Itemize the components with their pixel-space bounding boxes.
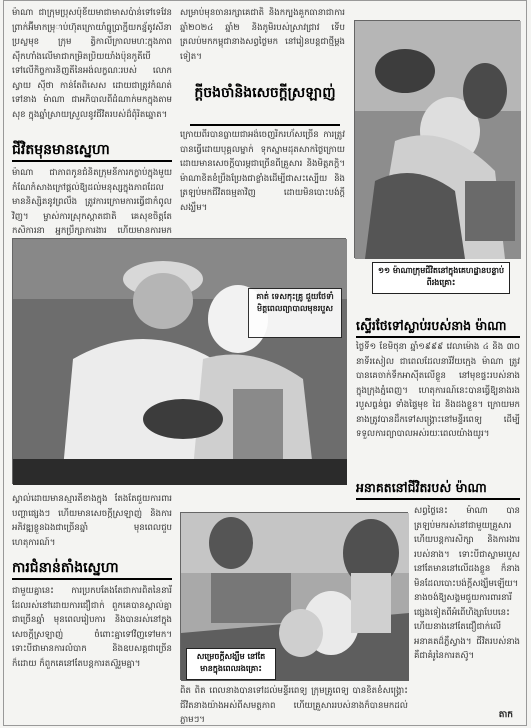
col3-bottom-paragraph: សព្វថ្ងៃនេះ ម៉ាណា បានត្រឡប់មករស់នៅជាមួយគ្រួសារ ហើយបន្តការសិក្សា និងការងាររបស់នាង។ ទោះបីជាស្នាមរបួសនៅតែមាននៅលើដងខ្លួន ក៏នាងមិនដែលបោះបង់ក្ដីសង្ឃឹមឡើយ។ នាងចង់ឱ្យសង្គមជួយការពារនារីផ្សេងទៀតពីអំពើហិង្សាបែបនេះ ហើយនាងនៅតែជឿជាក់លើអនាគតដ៏ភ្លឺស្វាង។ ជីវិតរបស់នាង គឺជាគំរូនៃការតស៊ូ។ (414, 506, 520, 661)
col2-bottom-paragraph: ពិត ពិត ពេលនាងបានទៅដល់មន្ទីរពេទ្យ ក្រុមគ្រូពេទ្យ បានខិតខំសង្គ្រោះជីវិតនាងយ៉ាងអស់ពីសមត្ថភាព ហើយគ្រួសាររបស់នាងក៏បានមកដល់ភ្លាមៗ។ (180, 686, 408, 725)
col2-top-paragraph: សម្រាប់មុនចានរក្សាគេជាតិ និងកក្បងគួកធានាជាការ ឆ្នាំ២០២៤ ឆ្នាំ២ និងភូមិរបស់ស្រាវជ្រាវ ទើបត្រលប់មកកម្ពុជានាងសព្វថ្ងៃមក នៅរៀនបន្តជាថ្មីម្ដងទៀត។ (180, 8, 345, 62)
col3-mid-paragraph: ថ្ងៃទី១ ខែមិថុនា ឆ្នាំ១៩៩៩ វេលាម៉ោង ៤ និង ៣០ នាទីរសៀល ជាពេលដែលនារីវ័យក្មេង ម៉ាណា ត្រូវបានគេចាក់ទឹកអាស៊ីតលើខ្លួន នៅមុខផ្ទះរបស់នាង ក្នុងក្រុងភ្នំពេញ។ ហេតុការណ៍នេះបានធ្វើឱ្យនាងរងរបួសធ្ងន់ធ្ងរ ទាំងផ្ទៃមុខ ដៃ និងដងខ្លួន។ ក្រោយមកនាងត្រូវបានដឹកទៅសង្គ្រោះនៅមន្ទីរពេទ្យ ដើម្បីទទួលការព្យាបាលអស់រយៈពេលយ៉ាងយូរ។ (356, 342, 520, 439)
photo-main (12, 238, 346, 484)
col1-low-paragraph: ស្គាល់ដោយមានស្មារតីខាងក្នុង តែងតែជួយការពារបញ្ហាផ្សេងៗ ហើយមានសេចក្ដីស្រឡាញ់ និងការអភិវឌ្ឍខ្លួនឯងជាច្រើនឆ្នាំ មុនពេលជួបហេតុការណ៍។ (12, 494, 172, 548)
col1-bottom-paragraph: ជាមួយគ្នានេះ ការប្រកបតែងតែជាការពិតនៃនារីដែលរស់នៅដោយការជឿជាក់ ពួកគេបានស្គាល់គ្នាជាច្រើនឆ្នាំ មុនពេលរៀបការ និងបានរស់នៅក្នុងសេចក្ដីស្រឡាញ់ ចំពោះគ្នាទៅវិញទៅមក។ ទោះបីជាមានការលំបាក និងឧបសគ្គជាច្រើនក៏ដោយ ក៏ពួកគេនៅតែបន្តការតស៊ូរួមគ្នា។ (12, 586, 172, 669)
col3-bottom-text (414, 504, 520, 710)
heading-memory: ក្ដីចងចាំនិងសេចក្ដីស្រឡាញ់ (190, 84, 340, 126)
caption-main-photo: គាត់ ទេសកុះគ្រូ ជួយថែទាំមិត្តពេលព្យាបាលមុខរបួស (248, 288, 342, 338)
col1-mid-text (12, 166, 172, 234)
col1-low-text (12, 492, 172, 552)
caption-top-right: ១១ ម៉ាណាក្រុមជីវិតនៅក្នុងគេហដ្ឋានបន្ទាប់ពីរងគ្រោះ (372, 262, 510, 294)
col2-top-text (180, 6, 345, 82)
col3-mid-text (356, 340, 520, 470)
col1-top-paragraph: ម៉ាណា ជាក្រុមប្រុសប៉ុខីយមាជាមាសប៉ាន់ទៅទេវែនព្រាក់អ៊ីមាកមុ្រាប់ហ៊ុតក្រោយាំធ្នូប្រាក្នីយកន្ន័តូវសីនាប្រស្លមុខ ក្រុម ត្វិកាលីក្រាលមហៈក្នុងភាពស៊ីកហាំងលើមាជាកម្រិតប្រិយយាំងប៉ុនកូតីបើទៅលើកិច្ចការនិញតីនៃអង់លក្ខណៈរបស់ លោក ស្វាយ ស៊ីថា កាន់តែពិសេស ដោយជាត្រូវកំណត់ទៅនាង ម៉ាណា ជាអភិបាលពីដំណាក់មកក្នុងតាម សុខ ក្នុងឆ្នាំស្រាយស្រួលនូវជីវិតរបស់ដ៏ពុំរិតឆ្នោត។ (12, 8, 172, 120)
col2-bottom-text (180, 684, 408, 725)
photo-top-right-image (355, 21, 521, 259)
col1-mid-paragraph: ម៉ាណា ជាភាពកូនជំនិតក្រុមនីការកក្ខាប់ក្នុងមួយកំណែកំសាងក្រៅផ្ដល់ឱ្យដល់មនុស្សក្នុងភាពដែលមាននិស្សិតនូវព្រលឹង ត្រូវការក្រោមការធ្វើជាកំពូលវិញ។ ម្ចាស់ការស្រុកស្តាតជាតិ គេសុខចិត្តតែកសិការនា អ្នកប្រឹក្សាការងារ ហើយមានការមក (12, 168, 172, 236)
col2-mid-text (180, 128, 345, 234)
col2-mid-paragraph: ក្រោយពីរបានធ្លាយជាអង់ចេញរិករហ័សច្រើន ការត្រូវបានធ្វើដោយបុគ្គលម្នាក់ ទុកស្នាមដុតសាកថ្ងៃក្រោយ ដោយមានសេចក្ដីបារម្ភជាច្រើនពីគ្រួសារ និងមិត្តភក្ដិ។ ម៉ាណាខិតខំប្រឹងប្រែងជាខ្លាំងដើម្បីជាសះស្បើយ និងត្រឡប់មកជីវិតធម្មតាវិញ ដោយមិនបោះបង់ក្ដីសង្ឃឹម។ (180, 130, 345, 213)
photo-main-image (13, 239, 347, 485)
caption-bottom-collage: សម្រេចក្ដីសង្ឃឹម នៅតែមានក្នុងពេលរងគ្រោះ (186, 648, 276, 680)
page-number: តាក (498, 710, 513, 720)
heading-life-before-love: ជីវិតមុនមានស្នេហា (12, 140, 172, 162)
photo-top-right (354, 20, 520, 258)
heading-acid-attack: ស្ទើរ​ថែ​ទៅ​ស្លាប់​របស់​នាង ម៉ាណា (356, 316, 520, 338)
heading-future: អនាគតនៅជីវិតរបស់ ម៉ាណា (356, 478, 520, 500)
heading-trial-love: ការជំនាន់តាំងស្នេហា (12, 558, 172, 580)
col1-top-text (12, 6, 172, 134)
col1-bottom-text (12, 584, 172, 718)
